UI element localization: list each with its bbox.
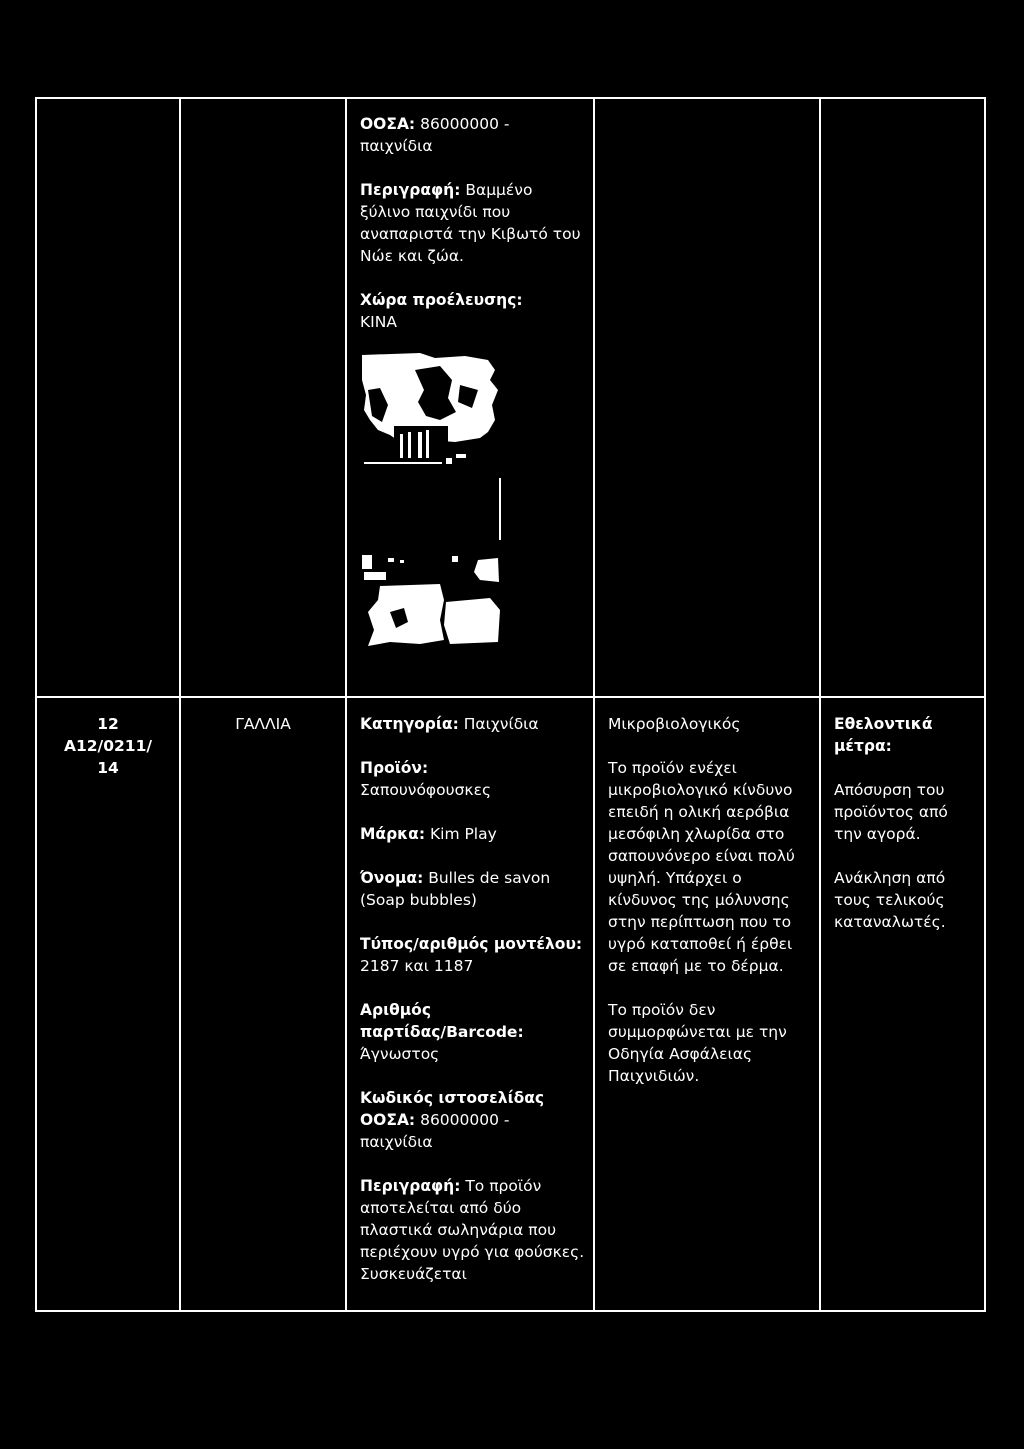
oosa-label: ΟΟΣΑ: (360, 115, 416, 133)
row2-product-cell (360, 713, 586, 1285)
origin-label: Χώρα προέλευσης: (360, 291, 523, 309)
row1-product-cell (360, 113, 585, 333)
measures-label: Εθελοντικά μέτρα: (834, 715, 933, 755)
risk-directive: Το προϊόν δεν συμμορφώνεται με την Οδηγία Ασφάλειας Παιχνιδιών. (608, 1001, 787, 1085)
column-divider-2 (345, 97, 347, 1312)
table-left-border (35, 97, 37, 1312)
column-divider-4 (819, 97, 821, 1312)
column-divider-1 (179, 97, 181, 1312)
model-label: Τύπος/αριθμός μοντέλου: (360, 935, 583, 953)
notifying-country: ΓΑΛΛΙΑ (235, 715, 291, 733)
batch-value: Άγνωστος (360, 1045, 440, 1063)
name-label: Όνομα: (360, 869, 424, 887)
product-value: Σαπουνόφουσκες (360, 781, 492, 799)
brand-label: Μάρκα: (360, 825, 426, 843)
notification-number-cell (37, 713, 179, 779)
model-value: 2187 και 1187 (360, 957, 474, 975)
product-label: Προϊόν: (360, 759, 429, 777)
description-value: Βαμμένο ξύλινο παιχνίδι που αναπαριστά την Κιβωτό του Νώε και ζώα. (360, 181, 581, 265)
notification-number: 12 (97, 715, 119, 733)
product-name (360, 867, 586, 911)
row-divider (35, 696, 986, 698)
measure-recall: Ανάκληση από τους τελικούς καταναλωτές. (834, 869, 946, 931)
product (360, 757, 586, 801)
table-right-border (984, 97, 986, 1312)
batch-barcode (360, 999, 586, 1065)
website-code-value: 86000000 - παιχνίδια (360, 1111, 510, 1151)
measure-withdrawal: Απόσυρση του προϊόντος από την αγορά. (834, 781, 948, 843)
oosa-value: 86000000 - παιχνίδια (360, 115, 510, 155)
table-bottom-border (35, 1310, 986, 1312)
country-cell (181, 713, 345, 735)
product-description-label: Περιγραφή: (360, 1177, 461, 1195)
table-top-border (35, 97, 986, 99)
measures-cell (834, 713, 979, 933)
batch-label: Αριθμός παρτίδας/Barcode: (360, 1001, 524, 1041)
website-code-label: Κωδικός ιστοσελίδας ΟΟΣΑ: (360, 1089, 545, 1129)
product-description (360, 1175, 586, 1285)
brand-value: Kim Play (429, 825, 497, 843)
risk-description: Το προϊόν ενέχει μικροβιολογικό κίνδυνο επειδή η ολική αερόβια μεσόφιλη χλωρίδα στο σαπουνόνερο είναι πολύ υψηλή. Υπάρχει ο κίνδυνος της μόλυνσης στην περίπτωση που το υγρό καταποθεί ή έρθει σε επαφή με το δέρμα. (608, 759, 795, 975)
description-label: Περιγραφή: (360, 181, 461, 199)
column-divider-3 (593, 97, 595, 1312)
product-description-value: Το προϊόν αποτελείται από δύο πλαστικά σωληνάρια που περιέχουν υγρό για φούσκες. Συσκευάζεται (360, 1177, 585, 1283)
origin-value: ΚΙΝΑ (360, 313, 397, 331)
oosa-code (360, 113, 585, 157)
category-label: Κατηγορία: (360, 715, 459, 733)
country-of-origin (360, 289, 585, 333)
name-value: Bulles de savon (Soap bubbles) (360, 869, 551, 909)
model-number (360, 933, 586, 977)
notification-reference: A12/0211/ 14 (63, 737, 153, 777)
measures-heading (834, 713, 979, 757)
product-photo (360, 350, 505, 650)
category-value: Παιχνίδια (463, 715, 539, 733)
description (360, 179, 585, 267)
brand (360, 823, 586, 845)
website-code (360, 1087, 586, 1153)
category (360, 713, 586, 735)
risk-cell (608, 713, 813, 1087)
risk-type: Μικροβιολογικός (608, 715, 741, 733)
